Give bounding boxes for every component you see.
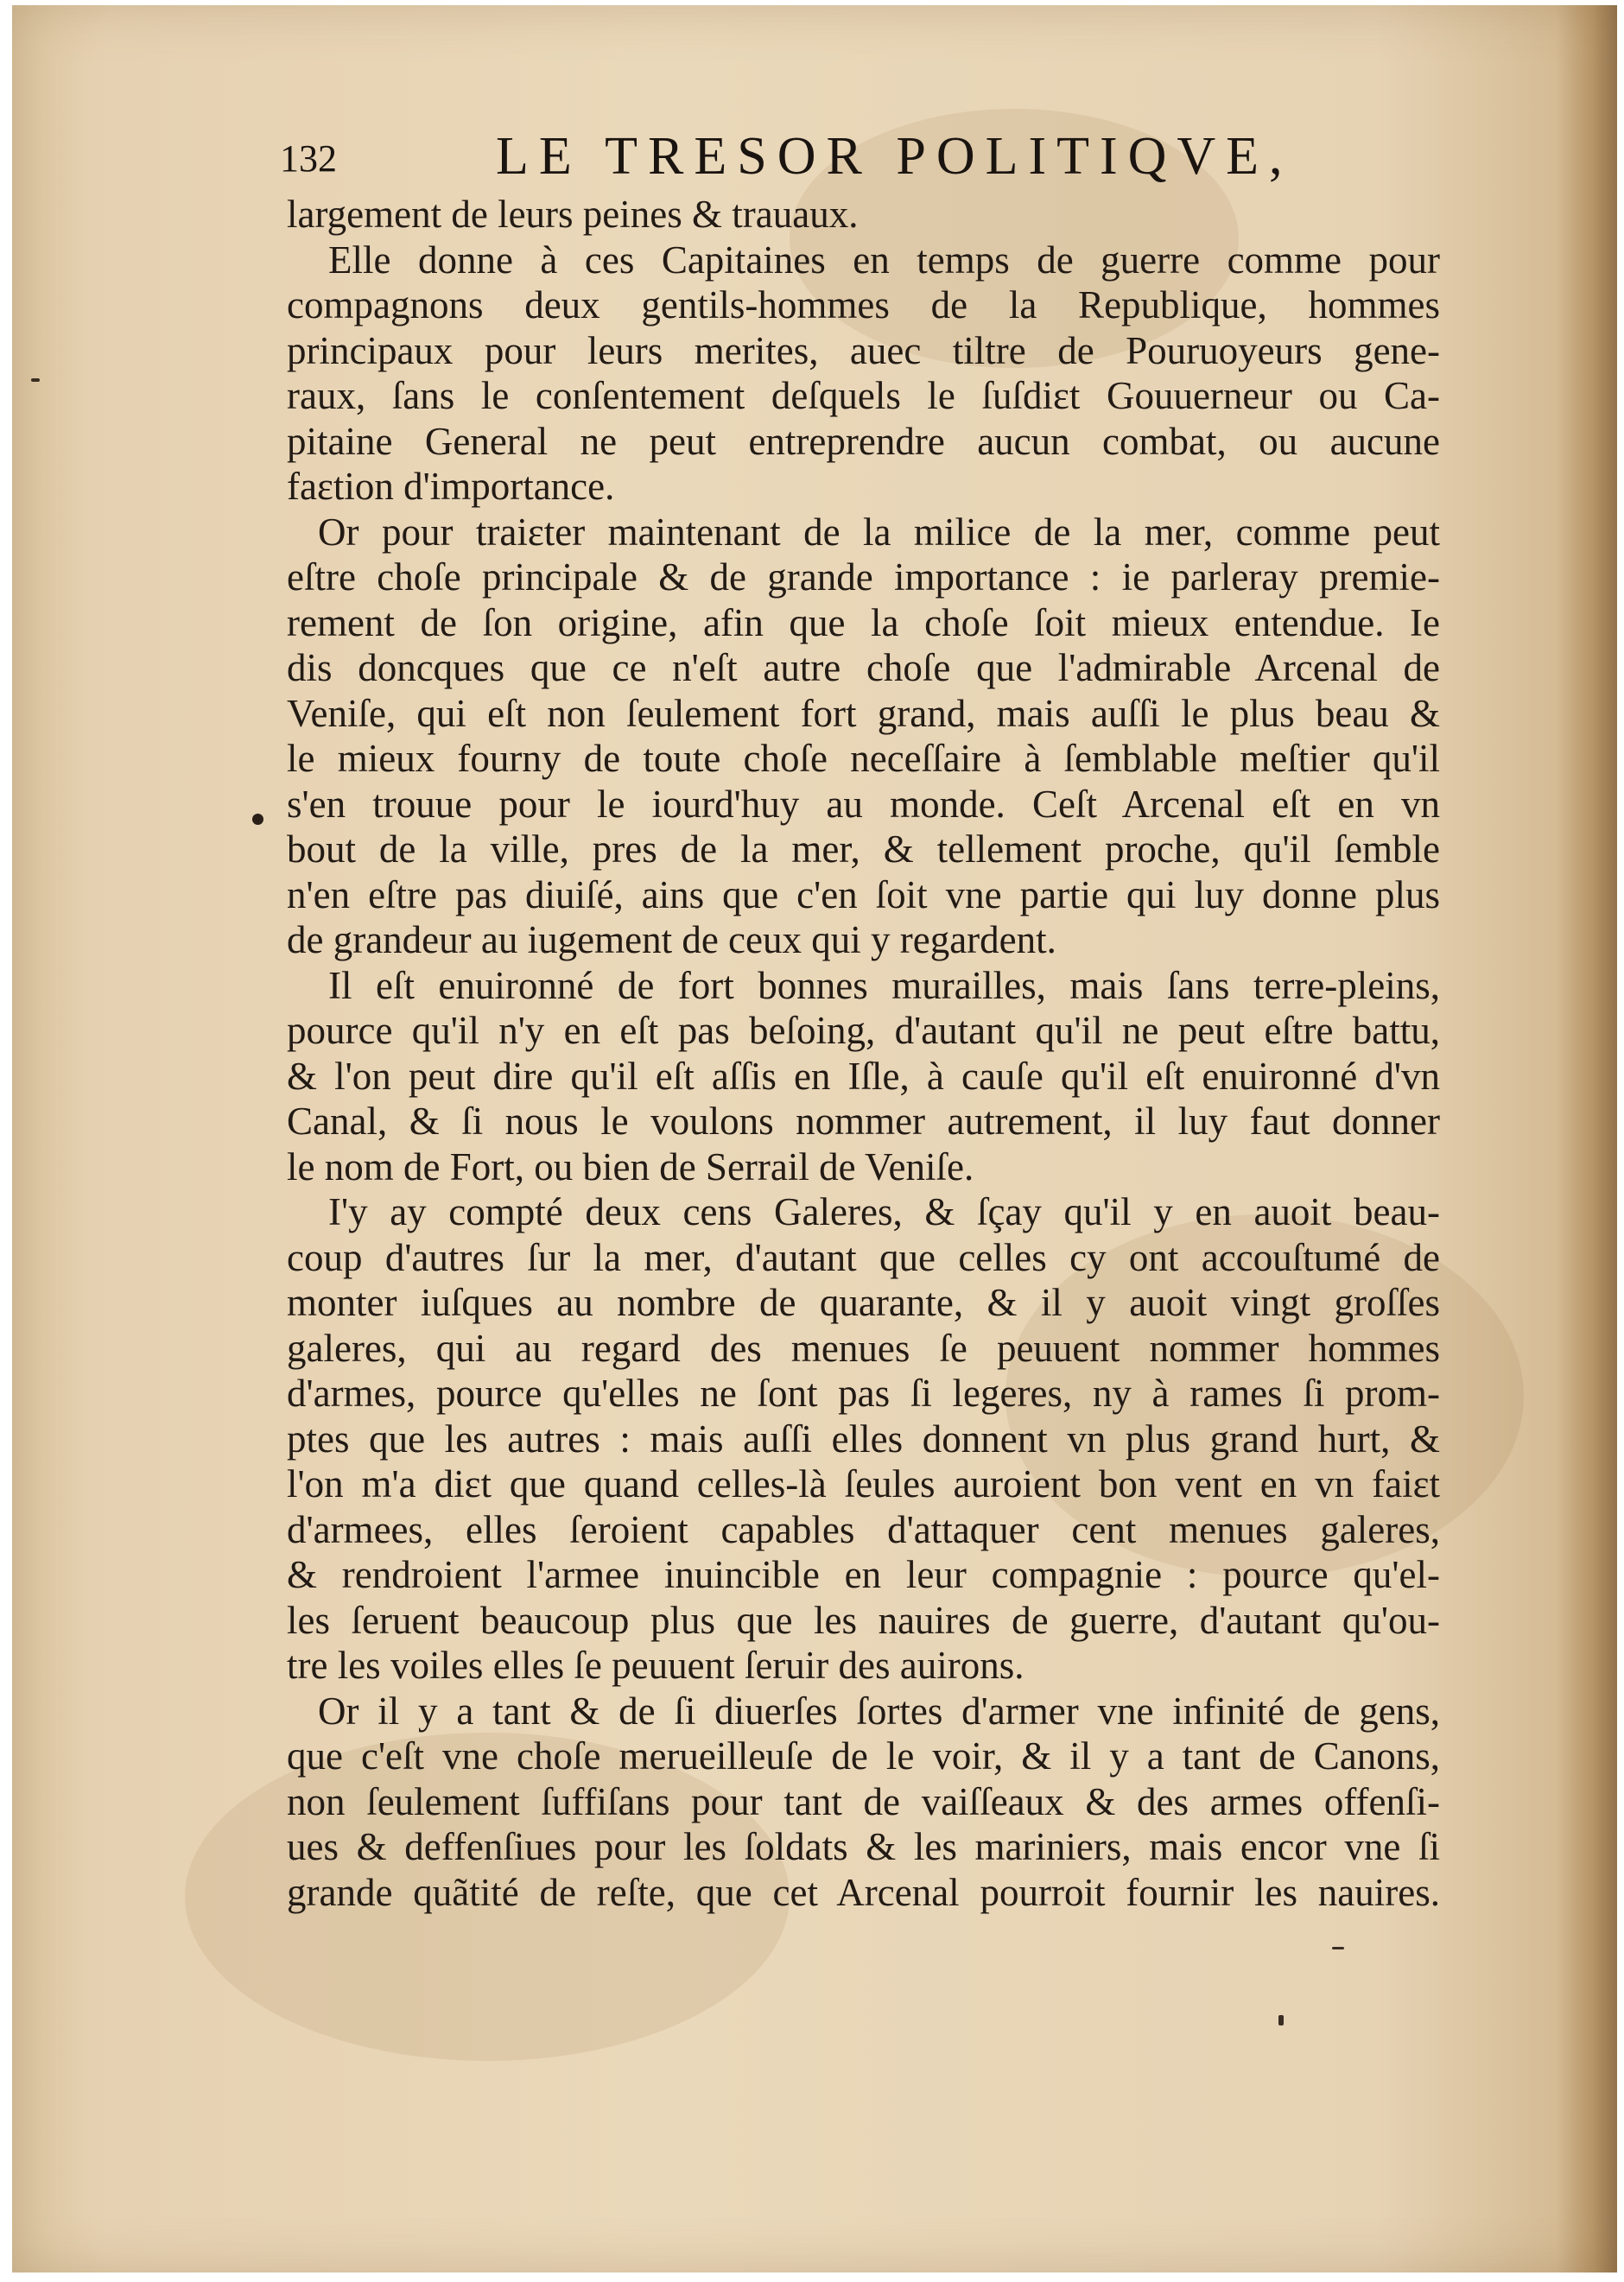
text-line: & rendroient l'armee inuincible en leur compagnie : pource qu'el- [287, 1553, 1440, 1596]
text-line: pource qu'il n'y en eſt pas beſoing, d'autant qu'il ne peut eſtre battu, [287, 1009, 1440, 1052]
text-line: raux, ſans le conſentement deſquels le ſuſdiɛt Gouuerneur ou Ca- [287, 374, 1440, 417]
text-line: principaux pour leurs merites, auec tiltre de Pouruoyeurs gene- [287, 328, 1440, 372]
ink-speck [1278, 2015, 1284, 2025]
text-line: ptes que les autres : mais auſſi elles donnent vn plus grand hurt, & [287, 1417, 1440, 1461]
text-line: de grandeur au iugement de ceux qui y regardent. [287, 918, 1056, 961]
text-line: le nom de Fort, ou bien de Serrail de Veniſe. [287, 1144, 974, 1189]
text-line: l'on m'a diɛt que quand celles-là ſeules auroient bon vent en vn faiɛt [287, 1462, 1440, 1505]
text-line: grande quãtité de reſte, que cet Arcenal pourroit fournir les nauires. [287, 1870, 1440, 1914]
text-line: I'y ay compté deux cens Galeres, & ſçay qu'il y en auoit beau- [328, 1190, 1440, 1233]
text-line: les ſeruent beaucoup plus que les nauires de guerre, d'autant qu'ou- [287, 1598, 1440, 1642]
text-line: Il eſt enuironné de fort bonnes murailles, mais ſans terre-pleins, [328, 963, 1440, 1007]
text-line: Or pour traiɛter maintenant de la milice de la mer, comme peut [318, 510, 1440, 554]
text-line: Or il y a tant & de ſi diuerſes ſortes d'armer vne infinité de gens, [318, 1689, 1440, 1733]
text-line: d'armes, pource qu'elles ne ſont pas ſi legeres, ny à rames ſi prom- [287, 1372, 1440, 1415]
text-line: que c'eſt vne choſe merueilleuſe de le voir, & il y a tant de Canons, [287, 1734, 1440, 1778]
text-line: compagnons deux gentils-hommes de la Republique, hommes [287, 283, 1440, 326]
ink-speck [31, 378, 40, 382]
text-line: Elle donne à ces Capitaines en temps de guerre comme pour [328, 238, 1440, 282]
text-line: Canal, & ſi nous le voulons nommer autrement, il luy faut donner [287, 1100, 1440, 1143]
body-text [287, 192, 1440, 1915]
text-line: Veniſe, qui eſt non ſeulement fort grand, mais auſſi le plus beau & [287, 691, 1440, 735]
running-title: LE TRESOR POLITIQVE, [496, 127, 1293, 186]
text-line: ues & deffenſiues pour les ſoldats & les mariniers, mais encor vne ſi [287, 1825, 1440, 1868]
ink-speck [1332, 1947, 1344, 1949]
text-line: eſtre choſe principale & de grande importance : ie parleray premie- [287, 555, 1440, 599]
text-line: non ſeulement ſuffiſans pour tant de vaiſſeaux & des armes offenſi- [287, 1779, 1440, 1823]
text-line: galeres, qui au regard des menues ſe peuuent nommer hommes [287, 1326, 1440, 1370]
text-line: s'en trouue pour le iourd'huy au monde. Ceſt Arcenal eſt en vn [287, 782, 1440, 826]
book-page [12, 5, 1617, 2272]
text-line: bout de la ville, pres de la mer, & tellement proche, qu'il ſemble [287, 827, 1440, 871]
text-line: faɛtion d'importance. [287, 465, 615, 508]
text-line: monter iuſques au nombre de quarante, & il y auoit vingt groſſes [287, 1281, 1440, 1324]
text-line: d'armees, elles ſeroient capables d'attaquer cent menues galeres, [287, 1507, 1440, 1551]
text-line: dis doncques que ce n'eſt autre choſe que l'admirable Arcenal de [287, 646, 1440, 689]
text-line: n'en eſtre pas diuiſé, ains que c'en ſoit vne partie qui luy donne plus [287, 872, 1440, 916]
text-line: & l'on peut dire qu'il eſt aſſis en Iſle, à cauſe qu'il eſt enuironné d'vn [287, 1054, 1440, 1098]
page-gutter-shadow [1557, 5, 1617, 2272]
text-line: pitaine General ne peut entreprendre aucun combat, ou aucune [287, 419, 1440, 463]
text-line: coup d'autres ſur la mer, d'autant que celles cy ont accouſtumé de [287, 1235, 1440, 1279]
page-number: 132 [280, 137, 337, 180]
ink-spot [252, 814, 263, 825]
text-line: rement de ſon origine, afin que la choſe ſoit mieux entendue. Ie [287, 600, 1440, 644]
text-line: largement de leurs peines & trauaux. [287, 193, 859, 236]
running-head [280, 126, 1316, 188]
text-line: tre les voiles elles ſe peuuent ſeruir des auirons. [287, 1644, 1025, 1687]
text-line: le mieux fourny de toute choſe neceſſaire à ſemblable meſtier qu'il [287, 737, 1440, 780]
